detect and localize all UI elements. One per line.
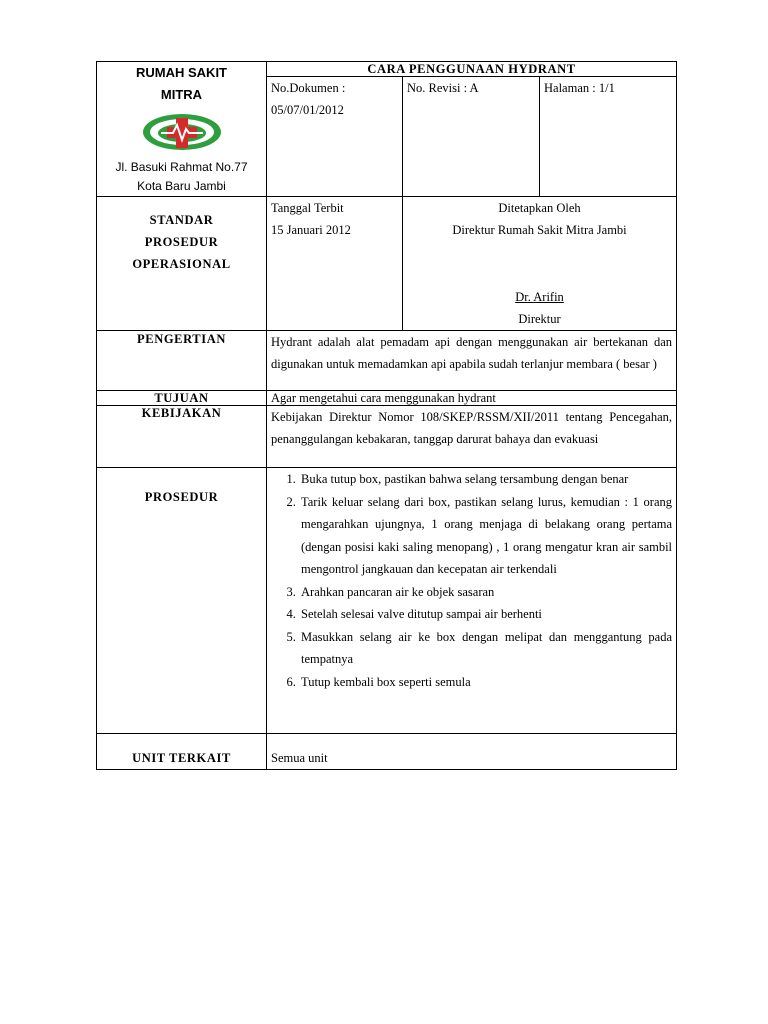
prosedur-step: 6. Tutup kembali box seperti semula: [299, 671, 672, 694]
prosedur-steps: [271, 468, 672, 693]
pengertian-text: Hydrant adalah alat pemadam api dengan menggunakan air bertekanan dan digunakan untuk memadamkan api apabila sudah terlanjur membara ( besar ): [267, 331, 677, 391]
prosedur-step: 1. Buka tutup box, pastikan bahwa selang tersambung dengan benar: [299, 468, 672, 491]
issue-date-cell: [267, 197, 403, 331]
approval-org: Direktur Rumah Sakit Mitra Jambi: [452, 223, 627, 237]
doc-number-cell: [267, 77, 403, 197]
kebijakan-text: Kebijakan Direktur Nomor 108/SKEP/RSSM/XII/2011 tentang Pencegahan, penanggulangan kebakaran, tanggap darurat bahaya dan evakuasi: [267, 406, 677, 468]
unit-label: UNIT TERKAIT: [97, 734, 267, 770]
prosedur-label: PROSEDUR: [97, 468, 267, 734]
prosedur-step: 5. Masukkan selang air ke box dengan melipat dan menggantung pada tempatnya: [299, 626, 672, 671]
issue-date-value: 15 Januari 2012: [271, 223, 351, 237]
hospital-cross-logo-icon: [141, 112, 223, 152]
address-line1: Jl. Basuki Rahmat No.77: [115, 160, 248, 174]
document-title: CARA PENGGUNAAN HYDRANT: [267, 62, 677, 77]
signer-name: Dr. Arifin: [515, 290, 564, 304]
revision-cell: No. Revisi : A: [403, 77, 540, 197]
page-cell: Halaman : 1/1: [540, 77, 677, 197]
prosedur-cell: [267, 468, 677, 734]
sop-label-line1: STANDAR: [149, 213, 214, 227]
unit-text: Semua unit: [267, 734, 677, 770]
tujuan-text: Agar mengetahui cara menggunakan hydrant: [267, 391, 677, 406]
doc-number-value: 05/07/01/2012: [271, 103, 344, 118]
hospital-address: [101, 158, 262, 196]
doc-number-label: No.Dokumen :: [271, 81, 346, 96]
signer-title: Direktur: [518, 312, 561, 326]
sop-label-line3: OPERASIONAL: [132, 257, 231, 271]
prosedur-step: 2. Tarik keluar selang dari box, pastikan selang lurus, kemudian : 1 orang mengarahkan ujungnya, 1 orang menjaga di belakang orang pertama (dengan posisi kaki saling menopang) , 1 orang mengatur kran air sambil mengontrol jangkauan dan kecepatan air terkendali: [299, 491, 672, 581]
hospital-name-line2: MITRA: [160, 87, 203, 102]
issue-date-label: Tanggal Terbit: [271, 201, 344, 215]
sop-table: [96, 61, 677, 770]
pengertian-label: PENGERTIAN: [97, 331, 267, 391]
sop-document: [96, 61, 676, 770]
hospital-name-line1: RUMAH SAKIT: [136, 65, 227, 80]
sop-label-cell: [97, 197, 267, 331]
address-line2: Kota Baru Jambi: [137, 179, 226, 193]
tujuan-label: TUJUAN: [97, 391, 267, 406]
hospital-name: [101, 62, 262, 106]
kebijakan-label: KEBIJAKAN: [97, 406, 267, 468]
approval-label: Ditetapkan Oleh: [498, 201, 581, 215]
prosedur-step: 4. Setelah selesai valve ditutup sampai air berhenti: [299, 603, 672, 626]
sop-label-line2: PROSEDUR: [144, 235, 219, 249]
prosedur-step: 3. Arahkan pancaran air ke objek sasaran: [299, 581, 672, 604]
hospital-info-cell: [97, 62, 267, 197]
approval-cell: [403, 197, 677, 331]
